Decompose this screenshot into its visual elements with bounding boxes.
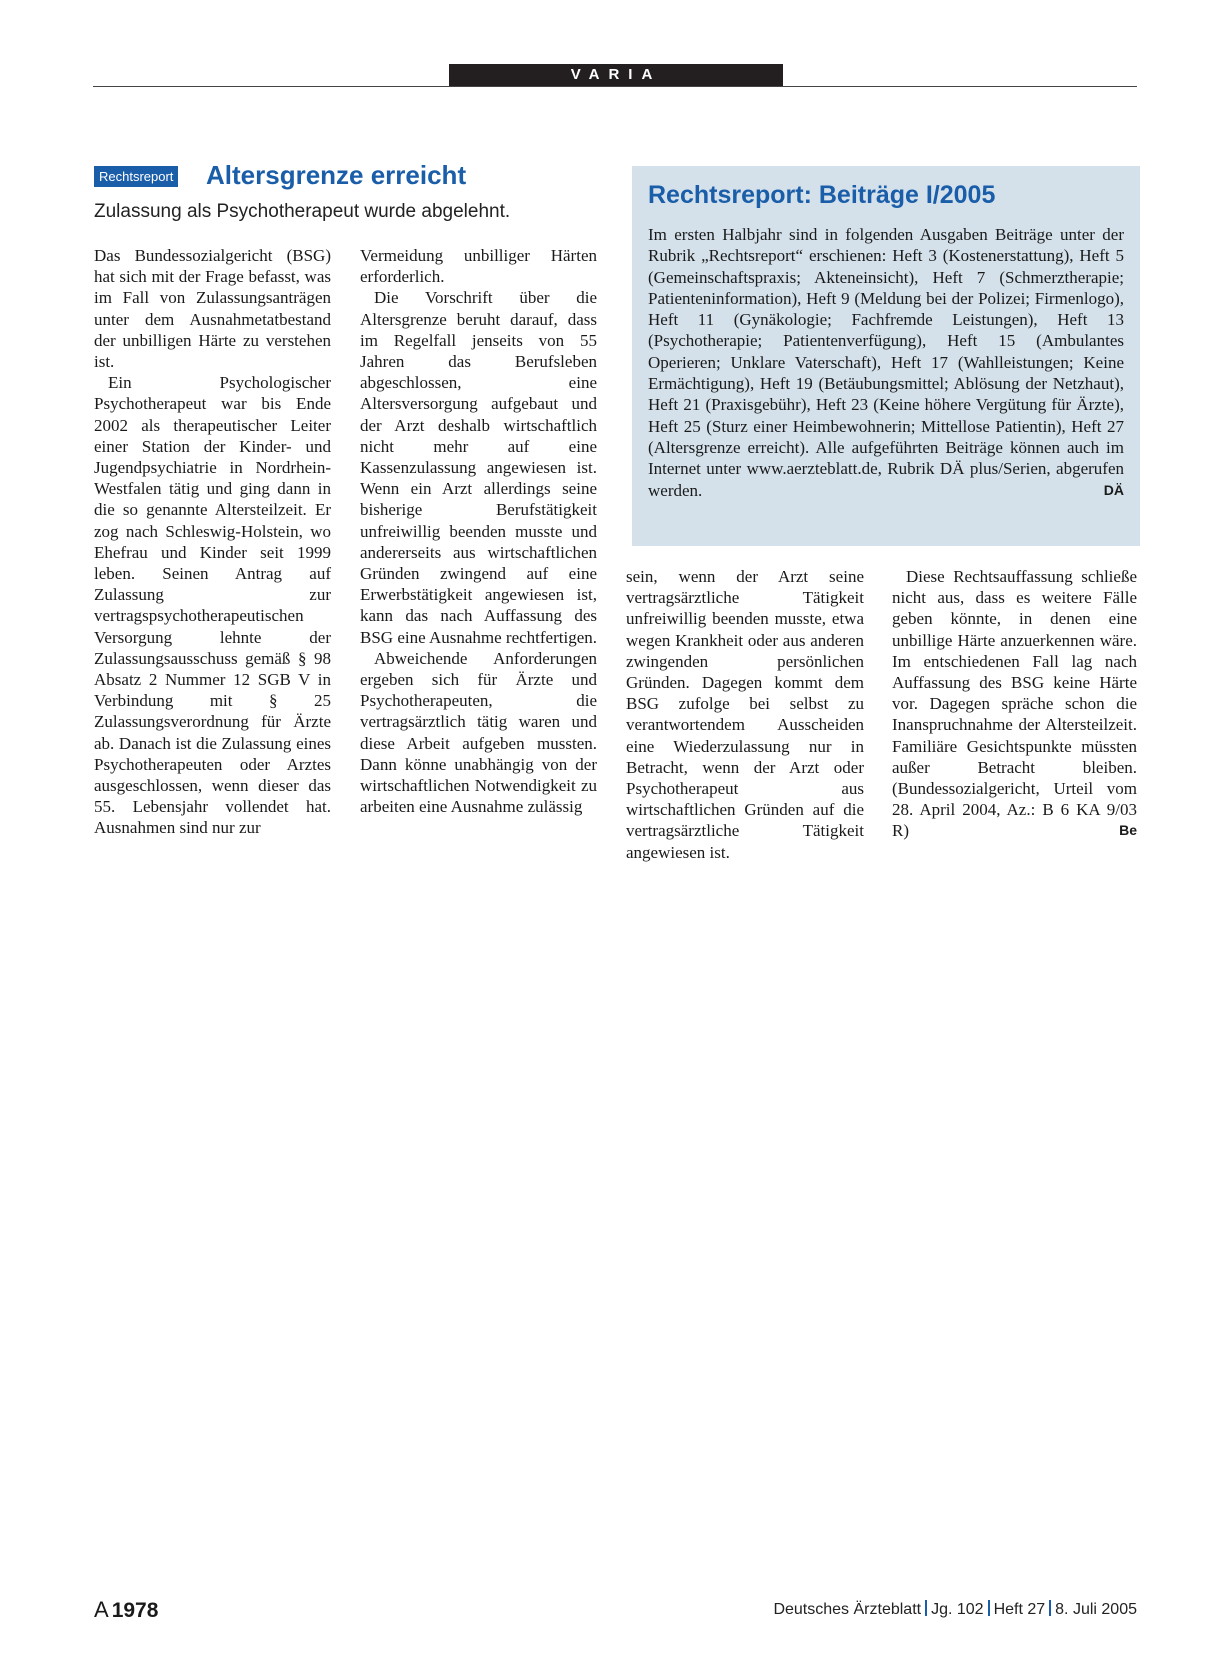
paragraph: Das Bundessozialgericht (BSG) hat sich mit der Frage befasst, was im Fall von Zulassungsanträgen unter dem Ausnahmetatbestand der unbilligen Härte zu verstehen ist. <box>94 246 331 372</box>
paragraph: Vermeidung unbilliger Härten erforderlich. <box>360 246 597 287</box>
info-box <box>632 166 1140 546</box>
journal-issue: Heft 27 <box>993 1601 1046 1618</box>
article-subtitle: Zulassung als Psychotherapeut wurde abgelehnt. <box>94 201 511 222</box>
section-label: VARIA <box>449 64 783 86</box>
header-rule <box>93 86 1137 87</box>
article-column-1 <box>94 245 331 839</box>
article-title: Altersgrenze erreicht <box>206 160 467 190</box>
footer-separator <box>925 1600 927 1616</box>
info-box-text <box>648 224 1124 501</box>
paragraph: sein, wenn der Arzt seine vertragsärztliche Tätigkeit unfreiwillig beenden musste, etwa wegen Krankheit oder aus anderen zwingenden persönlichen Gründen. Dagegen kommt dem BSG zufolge bei selbst zu verantwortendem Ausscheiden eine Wiederzulassung nur in Betracht, wenn der Arzt oder Psychotherapeut aus wirtschaftlichen Gründen auf die vertragsärztliche Tätigkeit angewiesen ist. <box>626 567 864 862</box>
footer-separator <box>988 1600 990 1616</box>
info-box-body: Im ersten Halbjahr sind in folgenden Ausgaben Beiträge unter der Rubrik „Rechtsreport“ erschienen: Heft 3 (Kostenerstattung), Heft 5 (Gemeinschaftspraxis; Akteneinsicht), Heft 7 (Schmerztherapie; Patienteninformation), Heft 9 (Meldung bei der Polizei; Firmenlogo), Heft 11 (Gynäkologie; Fachfremde Leistungen), Heft 13 (Psychotherapie; Patientenverfügung), Heft 15 (Ambulantes Operieren; Unklare Vaterschaft), Heft 17 (Wahlleistungen; Keine Ermächtigung), Heft 19 (Betäubungsmittel; Ablösung der Netzhaut), Heft 21 (Praxisgebühr), Heft 23 (Keine höhere Vergütung für Ärzte), Heft 25 (Sturz einer Heimbewohnerin; Mittellose Patientin), Heft 27 (Altersgrenze erreicht). Alle aufgeführten Beiträge können auch im Internet unter www.aerzteblatt.de, Rubrik DÄ plus/Serien, abgerufen werden. <box>648 225 1124 500</box>
page-number-value: 1978 <box>111 1599 159 1622</box>
article-column-3 <box>626 566 864 863</box>
rubric-tag: Rechtsreport <box>94 166 178 187</box>
paragraph: Die Vorschrift über die Altersgrenze beruht darauf, dass im Regelfall jenseits von 55 Jahren das Berufsleben abgeschlossen, eine Altersversorgung aufgebaut und der Arzt deshalb wirtschaftlich nicht mehr auf eine Kassenzulassung angewiesen ist. Wenn ein Arzt allerdings seine bisherige Berufstätigkeit unfreiwillig beenden musste und andererseits aus wirtschaftlichen Gründen zwingend auf eine Erwerbstätigkeit angewiesen ist, kann das nach Auffassung des BSG eine Ausnahme rechtfertigen. <box>360 288 597 647</box>
author-signature: Be <box>1119 822 1137 839</box>
info-box-signature: DÄ <box>1103 481 1124 498</box>
paragraph <box>892 566 1137 842</box>
paragraph: Abweichende Anforderungen ergeben sich für Ärzte und Psychotherapeuten, die vertragsärztlich tätig waren und diese Arbeit aufgeben mussten. Dann könne unabhängig von der wirtschaftlichen Notwendigkeit zu arbeiten eine Ausnahme zulässig <box>360 648 597 817</box>
info-box-title: Rechtsreport: Beiträge I/2005 <box>648 181 996 209</box>
article-column-4 <box>892 566 1137 842</box>
page-prefix: A <box>94 1597 109 1622</box>
journal-volume: Jg. 102 <box>931 1601 984 1618</box>
footer-separator <box>1049 1600 1051 1616</box>
article-column-2 <box>360 245 597 817</box>
journal-date: 8. Juli 2005 <box>1055 1601 1137 1618</box>
paragraph: Ein Psychologischer Psychotherapeut war bis Ende 2002 als therapeutischer Leiter einer Station der Kinder- und Jugendpsychiatrie in Nordrhein-Westfalen tätig und ging dann in die so genannte Altersteilzeit. Er zog nach Schleswig-Holstein, wo Ehefrau und Kinder seit 1999 leben. Seinen Antrag auf Zulassung zur vertragspsychotherapeutischen Versorgung lehnte der Zulassungsausschuss gemäß § 98 Absatz 2 Nummer 12 SGB V in Verbindung mit § 25 Zulassungsverordnung für Ärzte ab. Danach ist die Zulassung eines Psychotherapeuten oder Arztes ausgeschlossen, wenn dieser das 55. Lebensjahr vollendet hat. Ausnahmen sind nur zur <box>94 373 331 838</box>
journal-footer <box>773 1600 1137 1619</box>
page-number <box>94 1597 158 1623</box>
journal-name: Deutsches Ärzteblatt <box>773 1601 922 1618</box>
paragraph-text: Diese Rechtsauffassung schließe nicht aus, dass es weitere Fälle geben könnte, in denen eine unbillige Härte anzuerkennen wäre. Im entschiedenen Fall lag nach Auffassung des BSG keine Härte vor. Dagegen spräche schon die Inanspruchnahme der Altersteilzeit. Familiäre Gesichtspunkte müssten außer Betracht bleiben. (Bundessozialgericht, Urteil vom 28. April 2004, Az.: B 6 KA 9/03 R) <box>892 567 1137 841</box>
